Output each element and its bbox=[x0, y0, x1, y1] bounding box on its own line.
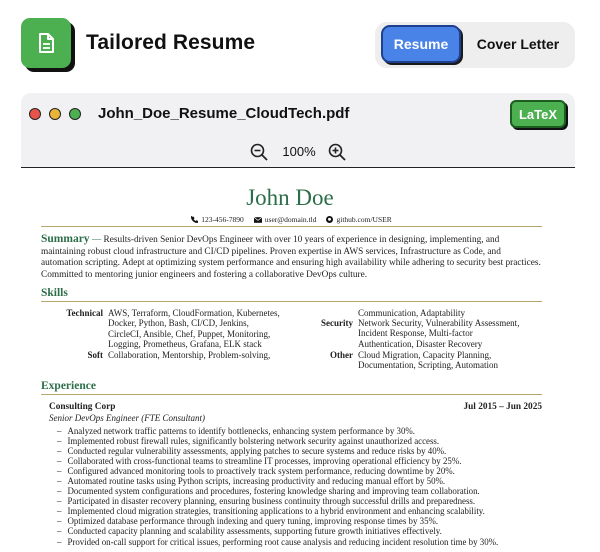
job-bullet: – Participated in disaster recovery planning, ensuring business continuity through successful drills and preparedness. bbox=[57, 496, 547, 506]
experience-heading: Experience bbox=[41, 380, 96, 392]
file-name: John_Doe_Resume_CloudTech.pdf bbox=[98, 105, 350, 122]
summary-section bbox=[41, 234, 542, 281]
job-bullet: – Documented system configurations and procedures, fostering knowledge sharing and improving team collaboration. bbox=[57, 486, 547, 496]
contact-email-text: user@domain.tld bbox=[264, 215, 317, 224]
skill-text-soft-continued: Communication, Adaptability bbox=[358, 308, 465, 318]
contact-github-text: github.com/USER bbox=[336, 215, 392, 224]
job-bullet: – Collaborated with cross-functional teams to streamline IT processes, improving operational efficiency by 25%. bbox=[57, 456, 547, 466]
skills-rule bbox=[41, 301, 542, 302]
job-bullet: – Optimized database performance through indexing and query tuning, improving response times by 35%. bbox=[57, 516, 547, 526]
summary-heading: Summary bbox=[41, 233, 90, 245]
job-bullet: – Conducted regular vulnerability assessments, applying patches to secure systems and reduce risks by 40%. bbox=[57, 446, 547, 456]
tab-cover-letter[interactable]: Cover Letter bbox=[476, 36, 560, 52]
document-icon bbox=[35, 31, 57, 55]
skills-heading: Skills bbox=[41, 287, 68, 299]
job-bullets bbox=[57, 426, 547, 547]
skill-text-soft: Collaboration, Mentorship, Problem-solving, bbox=[108, 350, 271, 360]
skill-line: Logging, Prometheus, Grafana, ELK stack bbox=[108, 339, 262, 350]
app-title: Tailored Resume bbox=[86, 31, 256, 54]
summary-text: Results-driven Senior DevOps Engineer with over 10 years of experience in designing, implementing, and maintaining robust cloud infrastructure and CI/CD pipelines. Proven expertise in AWS services, Infrastructure as Code, and automation scripting. Adept at optimizing system performance and ensuring high availability while adhering to security best practices. Committed to mentoring junior engineers and fostering a collaborative DevOps culture. bbox=[41, 235, 541, 280]
job-bullet: – Automated routine tasks using Python scripts, increasing productivity and reducing manual effort by 50%. bbox=[57, 476, 547, 486]
skill-line: Cloud Migration, Capacity Planning, bbox=[358, 350, 492, 360]
app-logo bbox=[21, 18, 71, 68]
skill-text-other bbox=[358, 350, 498, 371]
zoom-toolbar bbox=[21, 136, 575, 168]
resume-name: John Doe bbox=[246, 185, 334, 210]
contact-email bbox=[254, 215, 317, 224]
envelope-icon bbox=[254, 217, 262, 223]
contact-phone bbox=[191, 215, 244, 224]
skill-label-soft: Soft bbox=[87, 350, 103, 360]
skill-line: Docker, Python, Bash, CI/CD, Jenkins, bbox=[108, 318, 249, 329]
job-company: Consulting Corp bbox=[49, 402, 116, 412]
skill-line: Documentation, Scripting, Automation bbox=[358, 360, 498, 371]
window-minimize-dot[interactable] bbox=[49, 108, 61, 120]
skill-text-technical bbox=[108, 308, 280, 350]
phone-icon bbox=[191, 216, 198, 223]
tab-resume[interactable]: Resume bbox=[381, 25, 461, 63]
skill-line: CircleCI, Ansible, Chef, Puppet, Monitoring, bbox=[108, 328, 271, 339]
job-bullet: – Analyzed network traffic patterns to identify bottlenecks, enhancing system performance by 30%. bbox=[57, 426, 547, 436]
contact-github bbox=[326, 215, 391, 224]
job-dates: Jul 2015 – Jun 2025 bbox=[463, 402, 542, 412]
github-icon bbox=[326, 216, 333, 223]
window-maximize-dot[interactable] bbox=[69, 108, 81, 120]
experience-rule bbox=[41, 394, 542, 395]
skill-label-other: Other bbox=[330, 350, 353, 360]
view-switcher bbox=[375, 22, 575, 68]
resume-preview bbox=[0, 170, 600, 552]
skill-label-technical: Technical bbox=[66, 308, 103, 318]
app-header bbox=[0, 0, 600, 90]
job-bullet: – Provided on-call support for critical issues, performing root cause analysis and reducing incident resolution time by 30%. bbox=[57, 537, 547, 547]
header-rule bbox=[41, 226, 542, 227]
skill-line: Authentication, Disaster Recovery bbox=[358, 338, 483, 349]
latex-button[interactable]: LaTeX bbox=[510, 100, 566, 128]
skill-line: Incident Response, Multi-factor bbox=[358, 328, 473, 339]
contact-phone-text: 123-456-7890 bbox=[201, 215, 244, 224]
job-role: Senior DevOps Engineer (FTE Consultant) bbox=[49, 413, 205, 423]
viewer-title-bar bbox=[21, 93, 575, 136]
job-bullet: – Implemented robust firewall rules, significantly bolstering network security against unauthorized access. bbox=[57, 436, 547, 446]
contact-row bbox=[41, 215, 542, 224]
skill-line: Network Security, Vulnerability Assessment, bbox=[358, 318, 520, 328]
zoom-in-icon[interactable] bbox=[327, 142, 347, 162]
skill-label-security: Security bbox=[321, 318, 353, 328]
job-bullet: – Implemented cloud migration strategies, transitioning applications to a hybrid environment and enhancing scalability. bbox=[57, 506, 547, 516]
skill-line: AWS, Terraform, CloudFormation, Kubernetes, bbox=[108, 308, 280, 318]
summary-dash: — bbox=[91, 235, 104, 245]
zoom-out-icon[interactable] bbox=[249, 142, 269, 162]
skill-text-security bbox=[358, 318, 519, 349]
job-bullet: – Configured advanced monitoring tools to proactively track system performance, reducing downtime by 20%. bbox=[57, 466, 547, 476]
window-close-dot[interactable] bbox=[29, 108, 41, 120]
job-bullet: – Conducted capacity planning and scalability assessments, supporting future growth initiatives effectively. bbox=[57, 526, 547, 536]
zoom-level: 100% bbox=[282, 144, 316, 159]
